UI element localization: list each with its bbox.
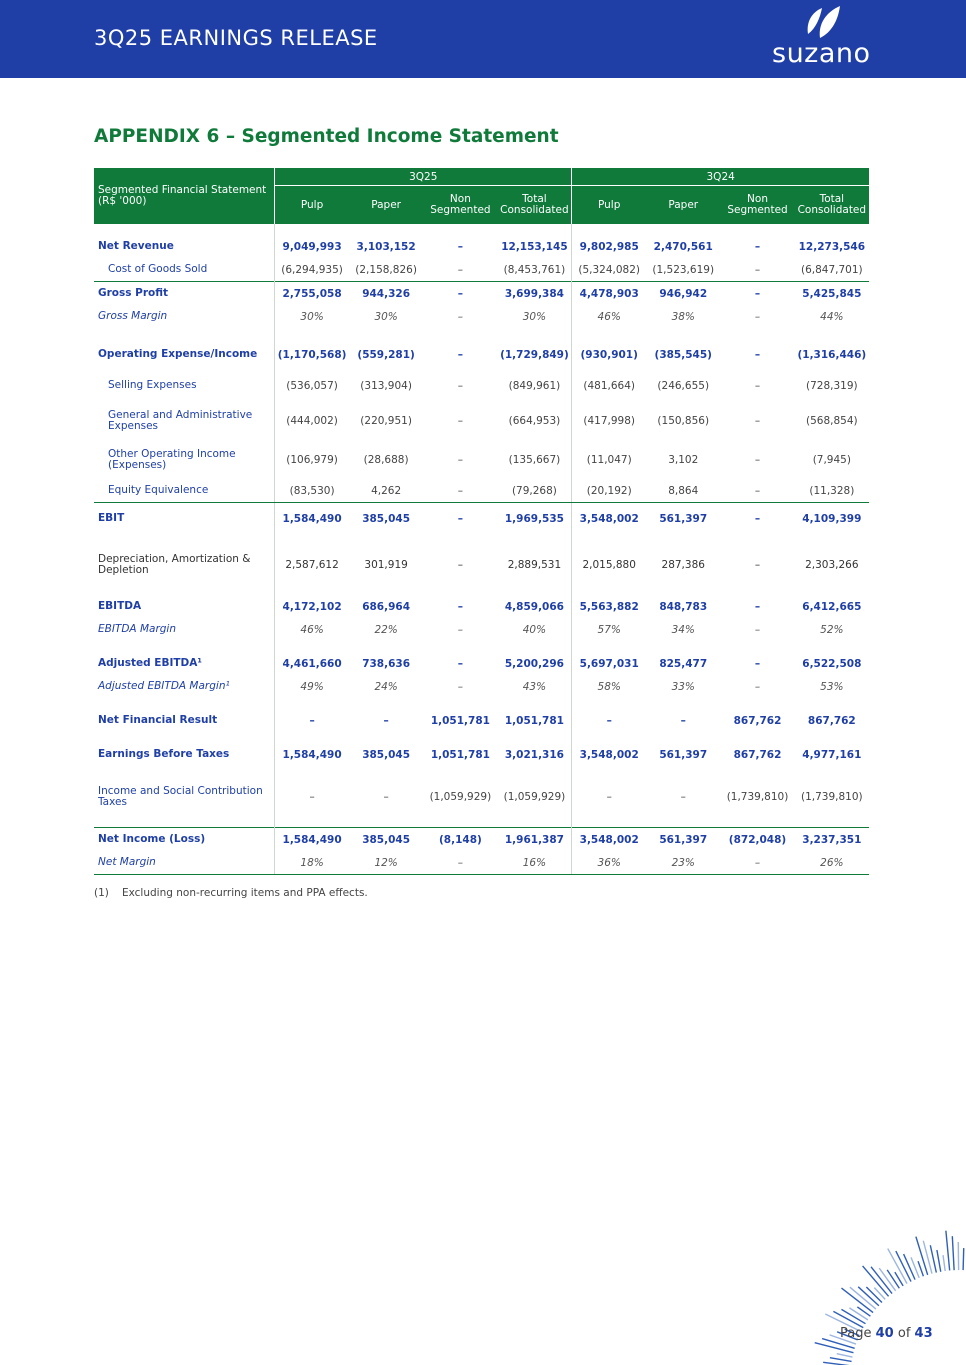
table-cell: 1,051,781 [504, 714, 564, 727]
row-label: Earnings Before Taxes [98, 748, 230, 760]
table-cell: (1,059,929) [429, 790, 492, 803]
swirl-stroke [863, 1266, 889, 1296]
table-cell: 46% [275, 618, 349, 641]
table-row-net-margin [94, 851, 869, 875]
swirl-stroke [887, 1270, 899, 1288]
table-cell: 4,109,399 [802, 512, 862, 525]
table-row-net-revenue [94, 235, 869, 258]
table-cell: (106,979) [275, 440, 349, 479]
table-cell: (28,688) [363, 453, 409, 466]
row-label: Depreciation, Amortization & Depletion [98, 552, 251, 576]
table-row-opex [94, 339, 869, 370]
label-column-header: Segmented Financial Statement (R$ '000) [94, 168, 275, 224]
table-cell: 38% [671, 310, 695, 323]
table-cell: 1,584,490 [275, 743, 349, 766]
table-cell: 30% [374, 310, 398, 323]
table-cell: – [720, 282, 794, 306]
row-label: Equity Equivalence [94, 479, 275, 503]
table-cell: (1,316,446) [797, 348, 867, 361]
swirl-stroke [937, 1250, 941, 1272]
column-header: Non Segmented [720, 186, 794, 225]
table-cell: 848,783 [659, 600, 708, 613]
table-row-ga [94, 401, 869, 440]
table-cell: 9,802,985 [572, 235, 646, 258]
row-label: Adjusted EBITDA Margin¹ [98, 680, 230, 692]
table-cell: – [457, 600, 464, 613]
table-cell: 5,697,031 [572, 652, 646, 675]
table-row-ebitda [94, 595, 869, 618]
table-cell: (481,664) [572, 370, 646, 401]
table-cell: – [457, 348, 464, 361]
swirl-stroke [837, 1354, 853, 1357]
report-title: 3Q25 EARNINGS RELEASE [94, 26, 378, 50]
row-label: Income and Social Contribution Taxes [98, 784, 263, 808]
table-cell: 301,919 [364, 558, 408, 571]
table-cell: (11,047) [572, 440, 646, 479]
table-cell: 33% [671, 680, 695, 693]
swirl-stroke [849, 1308, 867, 1320]
table-cell: – [754, 623, 761, 636]
column-header: Paper [349, 186, 423, 225]
row-label: EBITDA Margin [98, 623, 177, 635]
table-cell: – [383, 714, 389, 727]
table-cell: 3,102 [668, 453, 699, 466]
table-cell: 867,762 [733, 714, 782, 727]
table-cell: 561,397 [646, 828, 720, 852]
swirl-stroke [841, 1288, 873, 1313]
table-cell: 3,548,002 [572, 743, 646, 766]
table-cell: (220,951) [360, 414, 412, 427]
table-row-ebt [94, 743, 869, 766]
table-row-equity [94, 479, 869, 503]
table-cell: 686,964 [362, 600, 411, 613]
table-cell: 3,103,152 [356, 240, 416, 253]
spacer-row [94, 732, 869, 743]
table-row-gross-profit [94, 282, 869, 306]
row-label: Net Revenue [98, 240, 174, 252]
row-label: Gross Profit [94, 282, 275, 306]
table-cell: 5,200,296 [504, 657, 564, 670]
table-cell: 738,636 [362, 657, 411, 670]
suzano-logo [770, 4, 880, 72]
table-cell: 49% [275, 675, 349, 698]
table-cell: 1,051,781 [430, 714, 490, 727]
table-row-taxes [94, 777, 869, 816]
table-cell: 2,303,266 [805, 558, 859, 571]
spacer-row [94, 766, 869, 777]
table-cell: 385,045 [362, 512, 411, 525]
table-cell: 4,478,903 [572, 282, 646, 306]
table-cell: 12,273,546 [798, 240, 866, 253]
table-cell: (2,158,826) [355, 263, 417, 276]
decorative-swirl-graphic [760, 1220, 966, 1365]
swirl-stroke [815, 1343, 854, 1353]
table-cell: 40% [522, 623, 547, 636]
table-cell: (417,998) [572, 401, 646, 440]
table-cell: 9,049,993 [275, 235, 349, 258]
table-cell: – [680, 714, 686, 727]
table-cell: – [423, 479, 497, 503]
spacer-row [94, 584, 869, 595]
table-cell: 4,172,102 [275, 595, 349, 618]
table-cell: 34% [671, 623, 695, 636]
table-cell: 867,762 [807, 714, 856, 727]
table-cell: – [720, 479, 794, 503]
table-cell: – [754, 512, 761, 525]
table-cell: 1,969,535 [504, 512, 564, 525]
row-label: Other Operating Income (Expenses) [108, 447, 236, 471]
row-label: EBITDA [98, 600, 142, 612]
table-cell: (559,281) [357, 348, 415, 361]
table-cell: 5,563,882 [572, 595, 646, 618]
table-cell: 3,548,002 [572, 503, 646, 535]
spacer-row [94, 698, 869, 709]
table-cell: 30% [275, 305, 349, 328]
table-row-other-op [94, 440, 869, 479]
table-cell: – [457, 310, 464, 323]
period-header-3q24: 3Q24 [572, 168, 869, 186]
table-cell: (79,268) [498, 479, 572, 503]
table-row-net-fin [94, 709, 869, 732]
table-cell: (872,048) [720, 828, 794, 852]
table-row-adj-ebitda [94, 652, 869, 675]
table-cell: – [457, 623, 464, 636]
swirl-stroke [866, 1287, 882, 1303]
table-cell: 36% [572, 851, 646, 875]
table-cell: 3,699,384 [498, 282, 572, 306]
row-label: Adjusted EBITDA¹ [98, 657, 202, 669]
table-cell: 12% [349, 851, 423, 875]
table-cell: (664,953) [508, 414, 561, 427]
spacer-row [94, 328, 869, 339]
table-cell: 4,859,066 [504, 600, 564, 613]
table-cell: – [754, 657, 761, 670]
table-cell: 4,461,660 [275, 652, 349, 675]
table-row-cogs [94, 258, 869, 282]
table-cell: – [457, 657, 464, 670]
swirl-stroke [952, 1236, 954, 1270]
table-cell: 2,015,880 [572, 545, 646, 584]
table-cell: 385,045 [349, 828, 423, 852]
table-row-gross-margin [94, 305, 869, 328]
table-cell: – [754, 600, 761, 613]
page-prefix: Page [840, 1326, 872, 1341]
table-cell: 26% [795, 851, 869, 875]
table-cell: – [720, 851, 794, 875]
table-row-ebitda-margin [94, 618, 869, 641]
table-cell: 1,051,781 [430, 748, 490, 761]
table-cell: 1,584,490 [275, 828, 349, 852]
table-cell: – [383, 790, 389, 803]
row-label: Net Financial Result [98, 714, 218, 726]
table-cell: (568,854) [806, 414, 858, 427]
table-cell: 561,397 [659, 512, 708, 525]
table-cell: (246,655) [657, 379, 710, 392]
table-cell: – [457, 512, 464, 525]
table-cell: 385,045 [362, 748, 411, 761]
table-cell: – [423, 851, 497, 875]
table-cell: 944,326 [349, 282, 423, 306]
column-header: Paper [646, 186, 720, 225]
column-header: Pulp [275, 186, 349, 225]
column-header: Total Consolidated [795, 186, 869, 225]
table-cell: (83,530) [275, 479, 349, 503]
table-cell: (1,170,568) [275, 339, 349, 370]
table-cell: (6,847,701) [801, 263, 863, 276]
row-label: EBIT [98, 512, 125, 524]
swirl-stroke [874, 1288, 885, 1300]
table-row-dad [94, 545, 869, 584]
spacer-row [94, 224, 869, 235]
swirl-stroke [918, 1261, 923, 1276]
table-cell: – [754, 348, 761, 361]
row-label: Selling Expenses [108, 379, 197, 391]
table-cell: 6,412,665 [802, 600, 862, 613]
table-cell: – [572, 709, 646, 732]
spacer-row [94, 816, 869, 828]
table-cell: – [754, 414, 761, 427]
table-cell: (930,901) [572, 339, 646, 370]
row-label: Net Margin [94, 851, 275, 875]
table-row-selling [94, 370, 869, 401]
table-cell: (11,328) [795, 479, 869, 503]
table-cell: 1,961,387 [498, 828, 572, 852]
table-cell: 4,262 [349, 479, 423, 503]
table-cell: 3,237,351 [795, 828, 869, 852]
table-cell: 2,587,612 [275, 545, 349, 584]
table-cell: (1,729,849) [500, 348, 569, 361]
row-label: General and Administrative Expenses [108, 408, 253, 432]
page-heading: APPENDIX 6 – Segmented Income Statement [94, 126, 559, 147]
page-current: 40 [875, 1326, 894, 1341]
table-cell: (313,904) [360, 379, 412, 392]
swirl-stroke [963, 1248, 964, 1270]
table-cell: (135,667) [508, 453, 561, 466]
spacer-row [94, 641, 869, 652]
table-cell: (6,294,935) [275, 258, 349, 282]
table-cell: 2,755,058 [275, 282, 349, 306]
footnote-number: (1) [94, 887, 109, 899]
table-cell: – [457, 680, 464, 693]
swirl-stroke [916, 1237, 928, 1275]
table-cell: – [680, 790, 686, 803]
table-cell: 53% [820, 680, 844, 693]
table-cell: – [457, 240, 464, 253]
table-cell: 23% [646, 851, 720, 875]
table-cell: (20,192) [572, 479, 646, 503]
table-cell: 44% [820, 310, 844, 323]
table-cell: 24% [374, 680, 398, 693]
table-cell: – [754, 680, 761, 693]
table-cell: (536,057) [275, 370, 349, 401]
table-cell: 2,470,561 [653, 240, 713, 253]
table-cell: 4,977,161 [802, 748, 862, 761]
table-cell: 22% [374, 623, 398, 636]
row-label: Net Income (Loss) [94, 828, 275, 852]
table-cell: 825,477 [659, 657, 708, 670]
table-cell: 3,021,316 [504, 748, 564, 761]
table-cell: 1,584,490 [275, 503, 349, 535]
table-cell: 57% [572, 618, 646, 641]
spacer-row [94, 534, 869, 545]
table-cell: – [572, 777, 646, 816]
table-cell: – [754, 379, 761, 392]
table-cell: – [423, 282, 497, 306]
table-cell: (8,453,761) [503, 263, 566, 276]
table-cell: – [457, 263, 464, 276]
table-cell: (444,002) [275, 401, 349, 440]
page-total: 43 [914, 1326, 933, 1341]
table-cell: 3,548,002 [572, 828, 646, 852]
table-cell: (7,945) [812, 453, 851, 466]
table-cell: (5,324,082) [572, 258, 646, 282]
table-cell: (385,545) [654, 348, 712, 361]
table-cell: (150,856) [657, 414, 710, 427]
table-cell: – [275, 709, 349, 732]
table-cell: – [457, 414, 464, 427]
page-of: of [897, 1326, 911, 1341]
table-cell: – [457, 558, 464, 571]
table-cell: – [754, 558, 761, 571]
page-number [840, 1326, 933, 1341]
table-cell: (1,739,810) [801, 790, 863, 803]
table-cell: 58% [572, 675, 646, 698]
table-cell: 43% [522, 680, 547, 693]
table-cell: 18% [275, 851, 349, 875]
segmented-income-table [94, 168, 869, 875]
footnote-text: Excluding non-recurring items and PPA effects. [122, 887, 368, 899]
table-cell: 8,864 [646, 479, 720, 503]
table-cell: (8,148) [423, 828, 497, 852]
table-cell: 52% [820, 623, 844, 636]
table-cell: 561,397 [659, 748, 708, 761]
table-row-net-income [94, 828, 869, 852]
row-label: Cost of Goods Sold [108, 263, 208, 275]
table-row-ebit [94, 503, 869, 535]
row-label: Gross Margin [98, 310, 168, 322]
table-cell: 16% [498, 851, 572, 875]
table-cell: – [457, 453, 464, 466]
header-bar [0, 0, 966, 78]
row-label: Operating Expense/Income [98, 348, 258, 360]
footnote [94, 887, 368, 899]
swirl-stroke [943, 1255, 945, 1271]
column-header: Pulp [572, 186, 646, 225]
column-header: Total Consolidated [498, 186, 572, 225]
swirl-stroke [830, 1358, 852, 1362]
table-cell: (849,961) [508, 379, 561, 392]
table-cell: 46% [572, 305, 646, 328]
table-cell: 867,762 [733, 748, 782, 761]
period-header-3q25: 3Q25 [275, 168, 572, 186]
column-header: Non Segmented [423, 186, 497, 225]
logo-wordmark: suzano [772, 38, 871, 69]
table-cell: 2,889,531 [507, 558, 562, 571]
swirl-stroke [946, 1231, 950, 1271]
table-cell: – [275, 777, 349, 816]
table-cell: – [457, 379, 464, 392]
table-cell: (1,523,619) [652, 263, 715, 276]
table-cell: – [754, 310, 761, 323]
table-cell: – [754, 263, 761, 276]
table-cell: 30% [522, 310, 547, 323]
table-cell: – [754, 240, 761, 253]
table-cell: (728,319) [806, 379, 858, 392]
leaf-icon [804, 4, 844, 40]
table-cell: (1,739,810) [726, 790, 789, 803]
table-cell: – [754, 453, 761, 466]
table-cell: 5,425,845 [795, 282, 869, 306]
table-cell: 12,153,145 [501, 240, 568, 253]
table-row-adj-ebitda-margin [94, 675, 869, 698]
table-cell: 946,942 [646, 282, 720, 306]
swirl-stroke [904, 1254, 915, 1280]
table-cell: (1,059,929) [503, 790, 566, 803]
table-cell: 6,522,508 [802, 657, 862, 670]
table-cell: 287,386 [661, 558, 705, 571]
